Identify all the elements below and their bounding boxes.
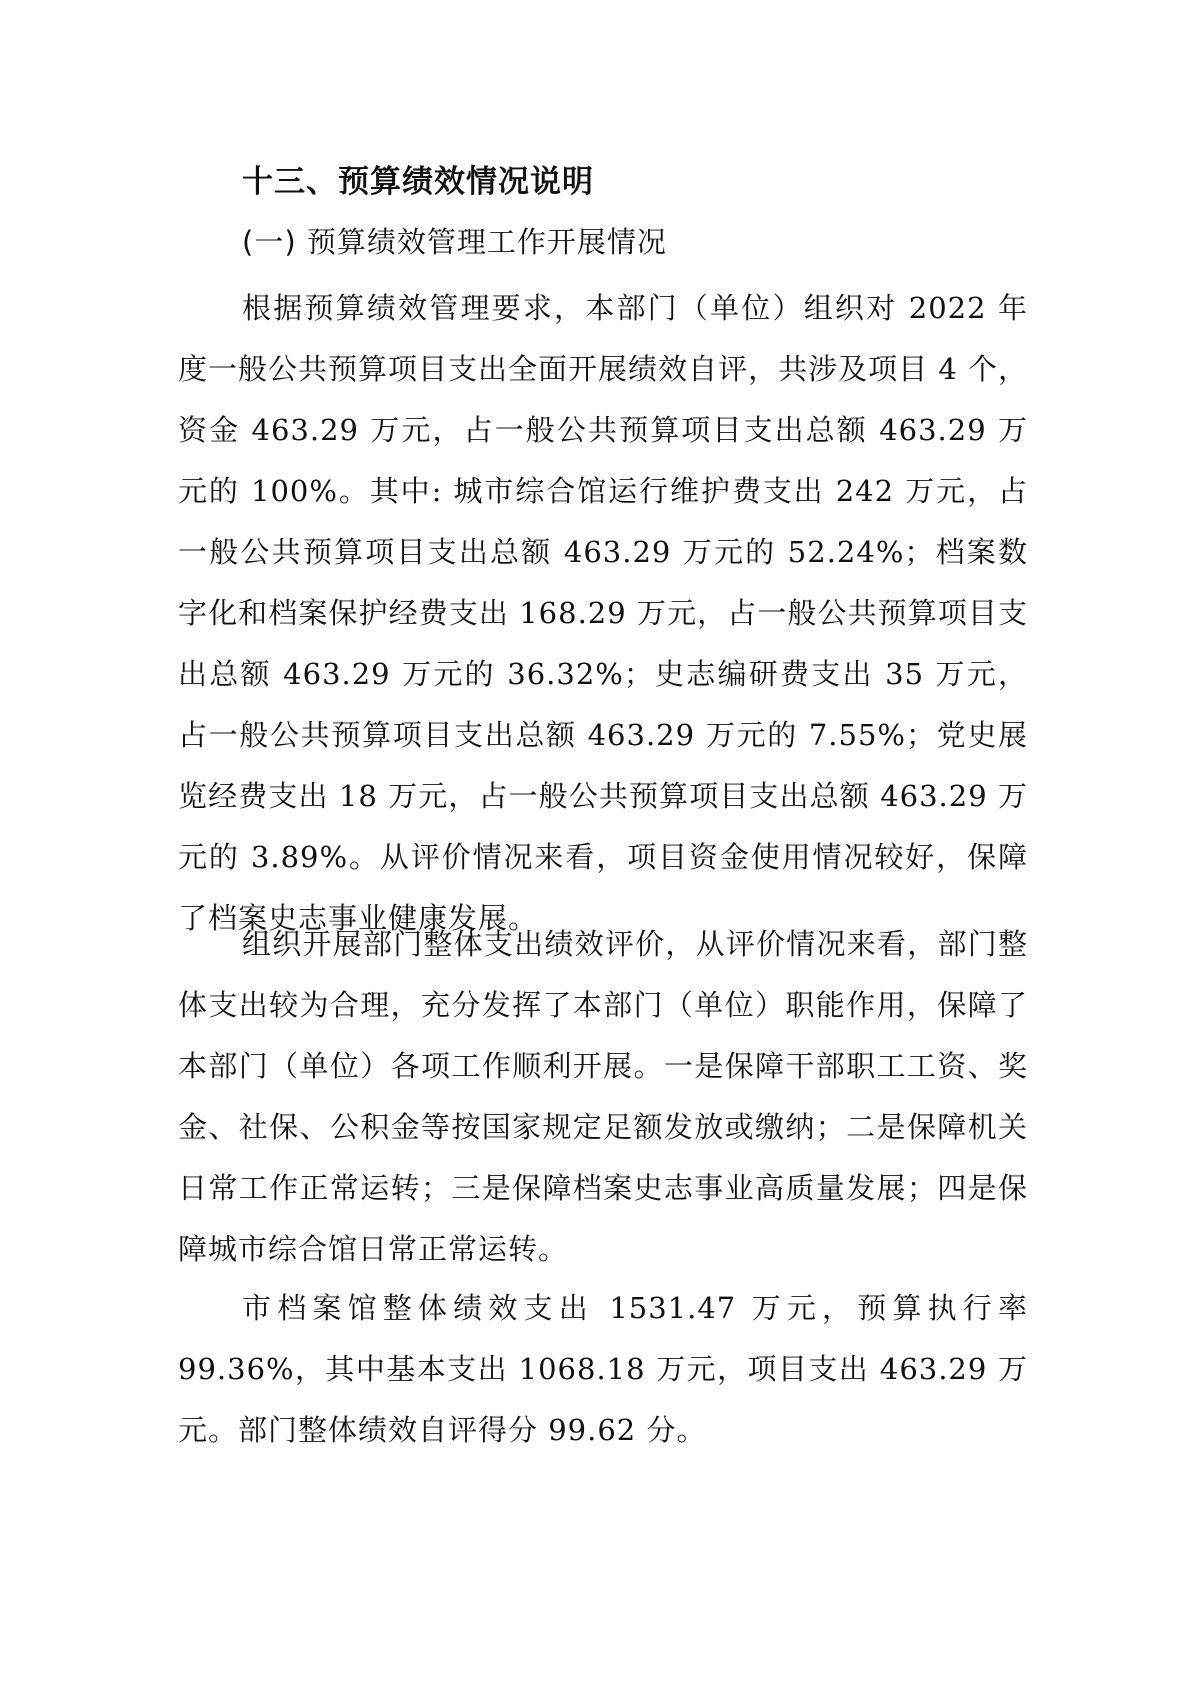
section-heading: 十三、预算绩效情况说明 (242, 164, 594, 200)
paragraph-overall-expenditure: 市档案馆整体绩效支出 1531.47 万元，预算执行率 99.36%，其中基本支出 1068.18 万元，项目支出 463.29 万元。部门整体绩效自评得分 99.62 分。 (178, 1291, 1028, 1447)
paragraph-project-evaluation: 根据预算绩效管理要求，本部门（单位）组织对 2022 年度一般公共预算项目支出全面开展绩效自评，共涉及项目 4 个，资金 463.29 万元，占一般公共预算项目支出总额 463.29 万元的 100%。其中: 城市综合馆运行维护费支出 242 万元，占一般公共预算项目支出总额 463.29 万元的 52.24%；档案数字化和档案保护经费支出 168.29 万元，占一般公共预算项目支出总额 463.29 万元的 36.32%；史志编研费支出 35 万元，占一般公共预算项目支出总额 463.29 万元的 7.55%；党史展览经费支出 18 万元，占一般公共预算项目支出总额 463.29 万元的 3.89%。从评价情况来看，项目资金使用情况较好，保障了档案史志事业健康发展。 (178, 291, 1028, 935)
subsection-heading: (一) 预算绩效管理工作开展情况 (242, 225, 667, 259)
paragraph-overall-evaluation: 组织开展部门整体支出绩效评价，从评价情况来看，部门整体支出较为合理，充分发挥了本部门（单位）职能作用，保障了本部门（单位）各项工作顺利开展。一是保障干部职工工资、奖金、社保、公积金等按国家规定足额发放或缴纳；二是保障机关日常工作正常运转；三是保障档案史志事业高质量发展；四是保障城市综合馆日常正常运转。 (178, 927, 1028, 1266)
